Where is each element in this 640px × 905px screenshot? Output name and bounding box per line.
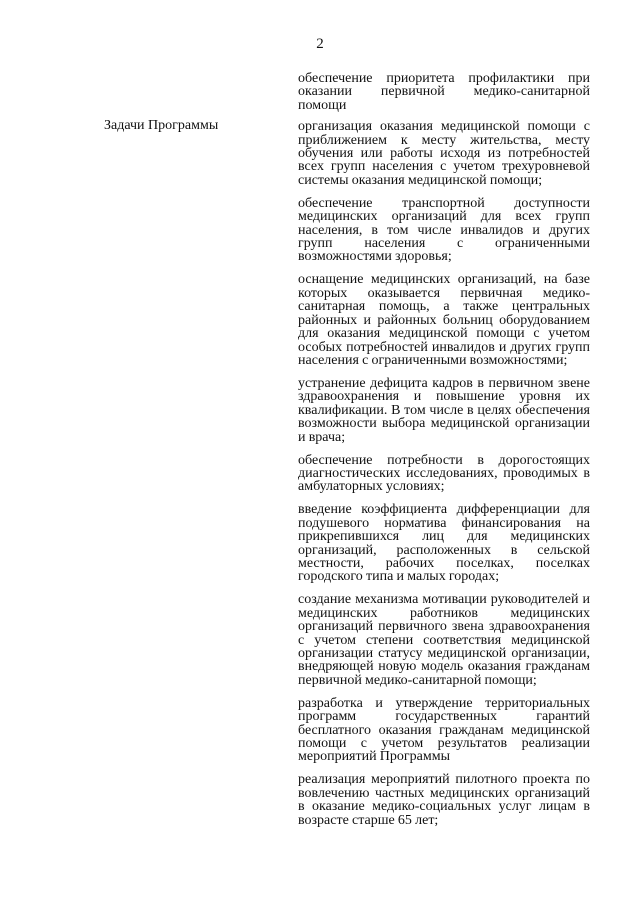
task-paragraph: реализация мероприятий пилотного проекта по вовлечению частных медицинских организаций в оказание медико-социальных услуг лицам в возрасте старше 65 лет; [298, 772, 590, 828]
task-paragraph: введение коэффициента дифференциации для подушевого норматива финансирования на прикрепившихся лиц для медицинских организаций, расположенных в сельской местности, рабочих поселках, поселках городского типа и малых городах; [298, 502, 590, 585]
task-paragraph: устранение дефицита кадров в первичном звене здравоохранения и повышение уровня их квалификации. В том числе в целях обеспечения возможности выбора медицинской организации и врача; [298, 375, 590, 445]
page-number: 2 [316, 36, 324, 52]
task-paragraph: обеспечение приоритета профилактики при оказании первичной медико-санитарной помощи [298, 71, 590, 113]
program-tasks-list [298, 72, 590, 837]
task-paragraph: обеспечение потребности в дорогостоящих диагностических исследованиях, проводимых в амбулаторных условиях; [298, 452, 590, 495]
task-paragraph: обеспечение транспортной доступности медицинских организаций для всех групп населения, в том числе инвалидов и других групп населения с ограниченными возможностями здоровья; [298, 195, 590, 265]
task-paragraph: оснащение медицинских организаций, на базе которых оказывается первичная медико-санитарная помощь, а также центральных районных и районных больниц оборудованием для оказания медицинской помощи с учетом особых потребностей инвалидов и других групп населения с ограниченными возможностями; [298, 272, 590, 368]
task-paragraph: организация оказания медицинской помощи с приближением к месту жительства, месту обучения или работы исходя из потребностей всех групп населения с учетом трехуровневой системы оказания медицинской помощи; [298, 119, 590, 188]
task-paragraph: разработка и утверждение территориальных программ государственных гарантий бесплатного оказания гражданам медицинской помощи с учетом результатов реализации мероприятий Программы [298, 695, 590, 765]
task-paragraph: создание механизма мотивации руководителей и медицинских работников медицинских организаций первичного звена здравоохранения с учетом степени соответствия медицинской организации статусу медицинской организации, внедряющей новую модель оказания гражданам первичной медико-санитарной помощи; [298, 592, 590, 688]
section-label-program-tasks: Задачи Программы [104, 118, 219, 133]
